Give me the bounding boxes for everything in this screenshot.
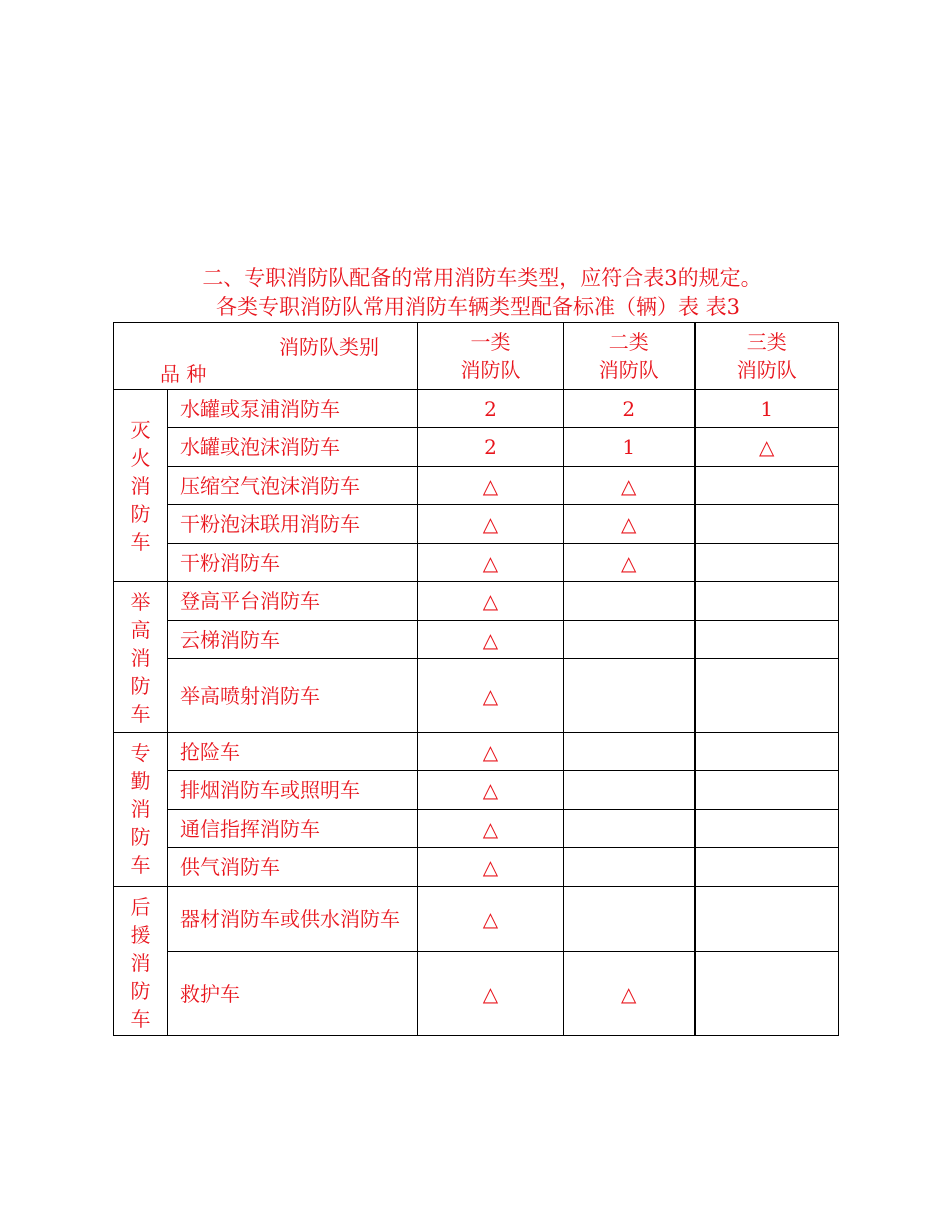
class-2-value (564, 582, 695, 621)
vehicle-standard-table (113, 322, 839, 1036)
table-row (114, 428, 839, 467)
class-2-value (564, 621, 695, 659)
group-label: 专 勤 消 防 车 (114, 733, 168, 887)
class-1-value: △ (418, 505, 564, 544)
header-class-3: 三类 消防队 (695, 323, 839, 390)
class-2-value (564, 659, 695, 733)
class-1-value: △ (418, 467, 564, 505)
class-3-value (695, 505, 839, 544)
class-2-value (564, 810, 695, 848)
group-label: 后 援 消 防 车 (114, 887, 168, 1036)
table-row (114, 848, 839, 887)
group-label: 灭 火 消 防 车 (114, 390, 168, 582)
class-2-value (564, 771, 695, 810)
class-1-value: △ (418, 621, 564, 659)
class-3-value (695, 733, 839, 771)
class-2-value (564, 887, 695, 952)
table-row (114, 544, 839, 582)
vehicle-name: 器材消防车或供水消防车 (168, 887, 418, 952)
header-category-cell (114, 323, 418, 390)
table-row (114, 887, 839, 952)
class-1-value: △ (418, 810, 564, 848)
vehicle-name: 举高喷射消防车 (168, 659, 418, 733)
vehicle-name: 干粉消防车 (168, 544, 418, 582)
table-row (114, 771, 839, 810)
vehicle-name: 云梯消防车 (168, 621, 418, 659)
table-row (114, 582, 839, 621)
table-caption: 各类专职消防队常用消防车辆类型配备标准（辆）表 表3 (215, 295, 741, 319)
class-3-value (695, 621, 839, 659)
class-3-value (695, 467, 839, 505)
class-1-value: 2 (418, 428, 564, 467)
vehicle-name: 供气消防车 (168, 848, 418, 887)
group-label: 举 高 消 防 车 (114, 582, 168, 733)
class-2-value: △ (564, 952, 695, 1036)
header-class-1: 一类 消防队 (418, 323, 564, 390)
header-category-label: 消防队类别 (279, 335, 379, 359)
vehicle-name: 压缩空气泡沫消防车 (168, 467, 418, 505)
class-3-value: 1 (695, 390, 839, 428)
class-3-value (695, 952, 839, 1036)
vehicle-name: 通信指挥消防车 (168, 810, 418, 848)
class-3-value (695, 582, 839, 621)
table-row (114, 810, 839, 848)
class-1-value: △ (418, 582, 564, 621)
table-header-row (114, 323, 839, 390)
class-2-value: △ (564, 467, 695, 505)
class-1-value: △ (418, 771, 564, 810)
class-1-value: △ (418, 733, 564, 771)
class-3-value: △ (695, 428, 839, 467)
class-1-value: △ (418, 544, 564, 582)
class-1-value: △ (418, 887, 564, 952)
table-row (114, 733, 839, 771)
class-2-value: △ (564, 505, 695, 544)
vehicle-name: 水罐或泡沫消防车 (168, 428, 418, 467)
class-3-value (695, 659, 839, 733)
section-heading: 二、专职消防队配备的常用消防车类型，应符合表3的规定。 (202, 266, 762, 290)
vehicle-name: 抢险车 (168, 733, 418, 771)
class-3-value (695, 771, 839, 810)
class-3-value (695, 848, 839, 887)
class-2-value: 2 (564, 390, 695, 428)
class-3-value (695, 810, 839, 848)
table-row (114, 390, 839, 428)
vehicle-name: 登高平台消防车 (168, 582, 418, 621)
class-2-value (564, 733, 695, 771)
vehicle-name: 救护车 (168, 952, 418, 1036)
class-2-value: 1 (564, 428, 695, 467)
class-1-value: △ (418, 952, 564, 1036)
vehicle-name: 排烟消防车或照明车 (168, 771, 418, 810)
header-class-2: 二类 消防队 (564, 323, 695, 390)
class-2-value (564, 848, 695, 887)
vehicle-name: 干粉泡沫联用消防车 (168, 505, 418, 544)
class-3-value (695, 544, 839, 582)
table-row (114, 621, 839, 659)
table-row (114, 467, 839, 505)
table-row (114, 505, 839, 544)
table-row (114, 659, 839, 733)
table-row (114, 952, 839, 1036)
class-2-value: △ (564, 544, 695, 582)
header-variety-label: 品 种 (160, 362, 207, 386)
class-3-value (695, 887, 839, 952)
vehicle-name: 水罐或泵浦消防车 (168, 390, 418, 428)
class-1-value: △ (418, 848, 564, 887)
class-1-value: △ (418, 659, 564, 733)
class-1-value: 2 (418, 390, 564, 428)
